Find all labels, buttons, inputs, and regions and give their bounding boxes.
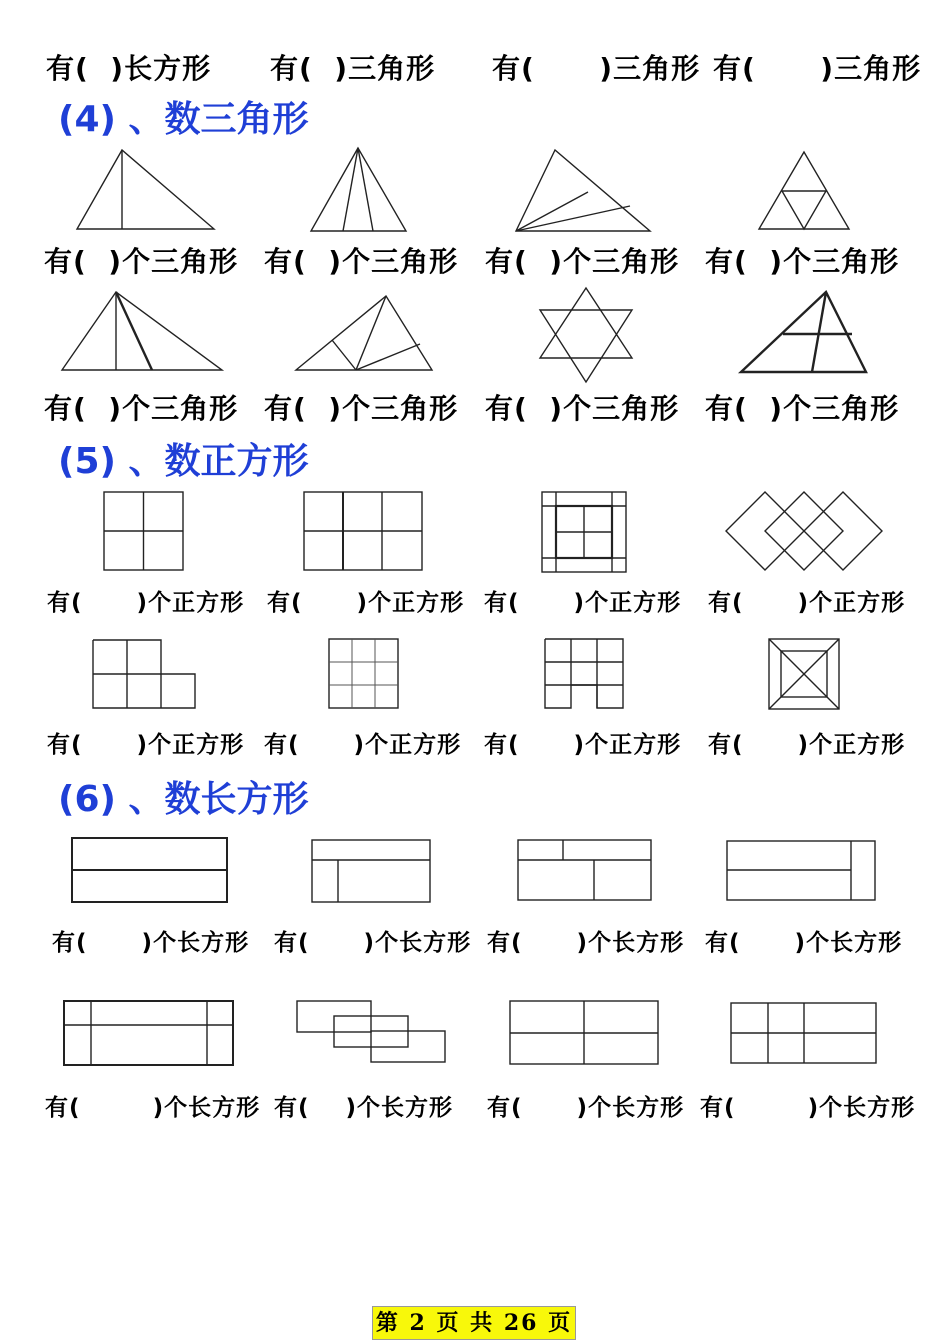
question-label: 有( )个三角形: [44, 245, 239, 278]
question-label: 有( )个三角形: [485, 392, 680, 425]
question-label: 有( )个三角形: [264, 245, 459, 278]
question-label: 有( )个长方形: [52, 930, 250, 956]
section-heading-squares: (5) 、数正方形: [58, 441, 309, 482]
question-label: 有( )个长方形: [487, 930, 685, 956]
question-label: 有( )个正方形: [708, 590, 906, 616]
question-label: 有( )个三角形: [485, 245, 680, 278]
question-label: 有( )个正方形: [47, 732, 245, 758]
question-label: 有( )长方形: [46, 52, 212, 85]
question-label: 有( )个长方形: [45, 1095, 261, 1121]
question-label: 有( )个长方形: [274, 1095, 454, 1121]
question-label: 有( )三角形: [270, 52, 436, 85]
page-number: 第 2 页 共 26 页: [372, 1306, 576, 1340]
question-label: 有( )个三角形: [44, 392, 239, 425]
question-label: 有( )个长方形: [274, 930, 472, 956]
question-label: 有( )个长方形: [700, 1095, 916, 1121]
question-label: 有( )个正方形: [708, 732, 906, 758]
question-label: 有( )三角形: [713, 52, 922, 85]
section-heading-rectangles: (6) 、数长方形: [58, 779, 309, 820]
question-label: 有( )个正方形: [47, 590, 245, 616]
question-label: 有( )个正方形: [484, 590, 682, 616]
question-label: 有( )个正方形: [264, 732, 462, 758]
question-label: 有( )个三角形: [264, 392, 459, 425]
question-label: 有( )个正方形: [484, 732, 682, 758]
question-label: 有( )个正方形: [267, 590, 465, 616]
section-heading-triangles: (4) 、数三角形: [58, 99, 309, 140]
question-label: 有( )个长方形: [705, 930, 903, 956]
question-label: 有( )三角形: [492, 52, 701, 85]
question-label: 有( )个三角形: [705, 245, 900, 278]
question-label: 有( )个长方形: [487, 1095, 685, 1121]
question-label: 有( )个三角形: [705, 392, 900, 425]
